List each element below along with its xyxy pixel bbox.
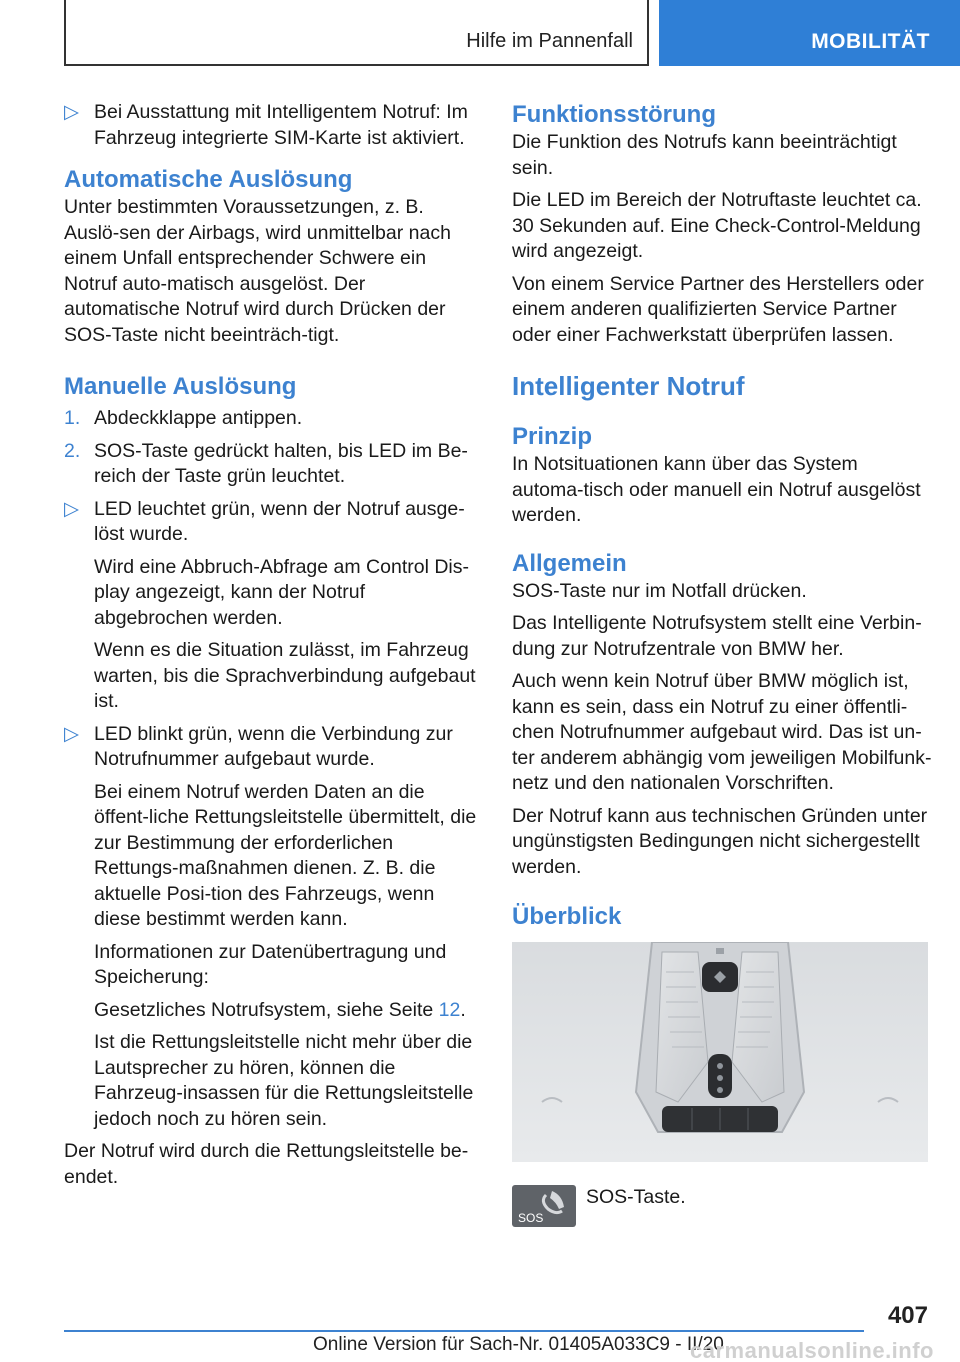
section-title: Hilfe im Pannenfall: [466, 30, 633, 52]
sos-label: SOS-Taste.: [586, 1186, 686, 1208]
heading-automatic: Automatische Auslösung: [64, 166, 353, 193]
step-item: [64, 439, 480, 490]
paragraph: SOS-Taste nur im Notfall drücken.: [512, 579, 807, 602]
heading-principle: Prinzip: [512, 423, 593, 450]
bullet-text: LED leuchtet grün, wenn der Notruf ausge-löst wurde.: [94, 497, 465, 545]
watermark: carmanualsonline.info: [690, 1338, 934, 1362]
bullet-paragraph: Bei einem Notruf werden Daten an die öffent-liche Rettungsleitstelle übermittelt, die zur Bestimmung der erforderlichen Rettungs-maßnahmen dienen. Z. B. die aktuelle Posi-tion des Fahrzeugs, wenn diese bestimmt werden kann.: [94, 780, 477, 930]
list-item: [64, 722, 480, 773]
closing-paragraph: Der Notruf wird durch die Rettungsleitstelle be-endet.: [64, 1140, 469, 1188]
triangle-bullet-icon: ▷: [64, 722, 79, 745]
bullet-paragraph: Wird eine Abbruch-Abfrage am Control Dis-play angezeigt, kann der Notruf abgebrochen werden.: [94, 555, 469, 629]
page-link[interactable]: 12: [438, 998, 461, 1021]
overhead-console-photo: [512, 942, 928, 1162]
step-number: 2.: [64, 439, 81, 462]
bullet-paragraph-link: [64, 998, 480, 1024]
paragraph-automatic: Unter bestimmten Voraussetzungen, z. B. Auslö-sen der Airbags, wird unmittelbar nach einem Unfall entsprechender Schwere ein Notruf auto-matisch ausgelöst. Der automatische Notruf wird durch Drücken der SOS-Taste nicht beeinträch-tigt.: [64, 196, 451, 346]
paragraph: Die Funktion des Notrufs kann beeinträchtigt sein.: [512, 131, 897, 179]
bullet-paragraph: Ist die Rettungsleitstelle nicht mehr über die Lautsprecher zu hören, können die Fahrzeug-insassen für die Rettungsleitstelle jedoch noch zu hören sein.: [94, 1031, 474, 1130]
step-item: [64, 406, 480, 432]
online-version-text: Online Version für Sach-Nr. 01405A033C9 - II/20: [313, 1334, 724, 1355]
reference-text: Gesetzliches Notrufsystem, siehe Seite: [94, 998, 434, 1021]
triangle-bullet-icon: ▷: [64, 497, 79, 520]
list-item: [64, 100, 480, 151]
triangle-bullet-icon: ▷: [64, 101, 79, 123]
heading-overview: Überblick: [512, 903, 622, 930]
paragraph: In Notsituationen kann über das System automa-tisch oder manuell ein Notruf ausgelöst werden.: [512, 453, 921, 526]
left-column: [64, 100, 480, 1197]
page-number: 407: [887, 1302, 928, 1329]
bullet-text: Bei Ausstattung mit Intelligentem Notruf: Im Fahrzeug integrierte SIM-Karte ist aktiviert.: [94, 101, 468, 149]
sos-icon-text: SOS: [518, 1211, 544, 1225]
paragraph: Das Intelligente Notrufsystem stellt eine Verbin-dung zur Notrufzentrale von BMW her.: [512, 612, 922, 660]
paragraph: Die LED im Bereich der Notruftaste leuchtet ca. 30 Sekunden auf. Eine Check-Control-Meldung wird angezeigt.: [512, 189, 922, 262]
bullet-paragraph: Informationen zur Datenübertragung und Speicherung:: [94, 940, 447, 988]
right-column: [512, 100, 932, 1247]
sos-phone-icon: [512, 1185, 576, 1227]
footer-divider: [64, 1330, 864, 1332]
bullet-text: LED blinkt grün, wenn die Verbindung zur Notrufnummer aufgebaut wurde.: [94, 722, 453, 770]
step-number: 1.: [64, 407, 81, 429]
reference-end: .: [460, 998, 466, 1021]
chapter-tab[interactable]: MOBILITÄT: [659, 0, 960, 66]
heading-general: Allgemein: [512, 549, 627, 577]
list-item: [64, 497, 480, 548]
heading-intelligent-emergency-call: Intelligenter Notruf: [512, 371, 745, 401]
heading-manual: Manuelle Auslösung: [64, 373, 297, 400]
bullet-paragraph: Wenn es die Situation zulässt, im Fahrzeug warten, bis die Sprachverbindung aufgebaut ist.: [94, 639, 476, 712]
paragraph: Auch wenn kein Notruf über BMW möglich ist, kann es sein, dass ein Notruf zu einer öffentli-chen Notrufnummer aufgebaut wird. Das ist un-ter anderem abhängig vom jeweiligen Mobilfunk-netz und den nationalen Vorschriften.: [512, 670, 932, 794]
paragraph: Von einem Service Partner des Herstellers oder einem anderen qualifizierten Service Partner oder einer Fachwerkstatt überprüfen lassen.: [512, 272, 924, 346]
paragraph: Der Notruf kann aus technischen Gründen unter ungünstigsten Bedingungen nicht sichergestellt werden.: [512, 804, 928, 878]
sos-legend: [512, 1185, 932, 1247]
heading-malfunction: Funktionsstörung: [512, 101, 716, 128]
step-text: Abdeckklappe antippen.: [94, 407, 303, 429]
header-box: [64, 0, 649, 66]
step-text: SOS-Taste gedrückt halten, bis LED im Be-reich der Taste grün leuchtet.: [94, 439, 468, 487]
